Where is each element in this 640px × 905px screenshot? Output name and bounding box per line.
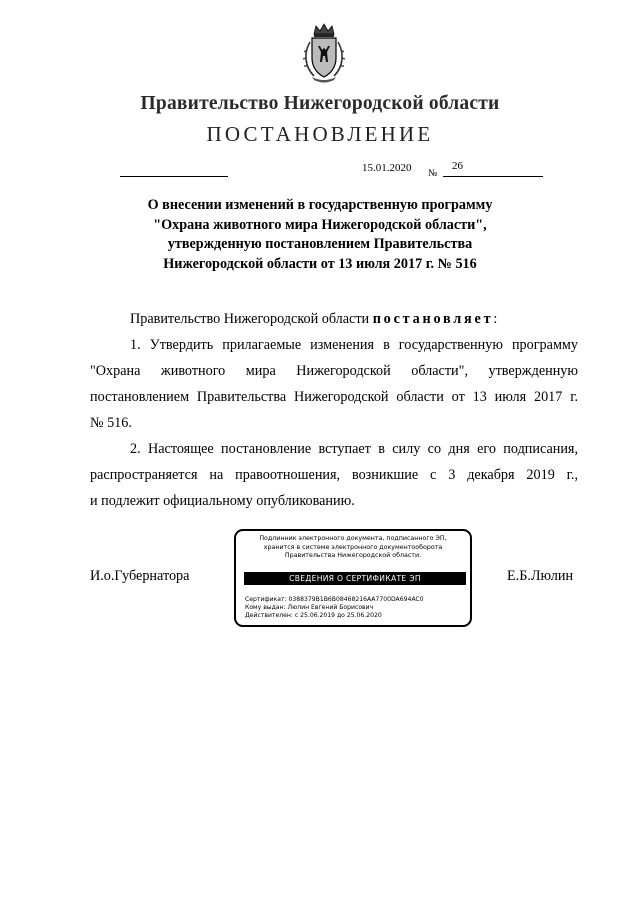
subject-line: утвержденную постановлением Правительства xyxy=(167,236,473,252)
coat-of-arms-icon xyxy=(300,22,348,84)
paragraph-line: и подлежит официальному опубликованию. xyxy=(90,493,355,509)
paragraph-2 xyxy=(90,436,578,514)
number-sign: № xyxy=(428,168,438,179)
paragraph-line: "Охрана животного мира Нижегородской области", утвержденную xyxy=(90,363,578,379)
subject-line: О внесении изменений в государственную программу xyxy=(147,197,493,213)
certificate-info-bar: СВЕДЕНИЯ О СЕРТИФИКАТЕ ЭП xyxy=(244,572,466,585)
certificate-details xyxy=(245,596,424,621)
date-underline xyxy=(120,176,228,177)
document-date: 15.01.2020 xyxy=(362,162,412,174)
preamble-verb: постановляет xyxy=(372,311,494,327)
document-body xyxy=(90,306,578,514)
stamp-header-line: Подлинник электронного документа, подписанного ЭП, xyxy=(259,535,447,542)
paragraph-line: 1. Утвердить прилагаемые изменения в государственную программу xyxy=(130,337,578,353)
paragraph-line: распространяется на правоотношения, возникшие с 3 декабря 2019 г., xyxy=(90,467,578,483)
preamble xyxy=(90,306,578,332)
stamp-header-line: Правительства Нижегородской области. xyxy=(284,552,422,559)
subject-line: "Охрана животного мира Нижегородской области", xyxy=(153,216,487,233)
paragraph-line: 2. Настоящее постановление вступает в силу со дня его подписания, xyxy=(130,441,578,457)
preamble-colon: : xyxy=(493,311,498,327)
preamble-text: Правительство Нижегородской области xyxy=(130,311,370,327)
number-underline xyxy=(443,176,543,177)
document-type: ПОСТАНОВЛЕНИЕ xyxy=(206,122,434,146)
paragraph-line: № 516. xyxy=(90,415,132,431)
certificate-validity: Действителен: с 25.06.2019 до 25.06.2020 xyxy=(245,612,382,620)
document-number: 26 xyxy=(452,160,463,172)
certificate-serial: Сертификат: 0388379B1B6B08468216AA7700DA694AC0 xyxy=(245,596,424,603)
electronic-signature-stamp xyxy=(234,529,472,627)
stamp-header-line: хранится в системе электронного документооборота xyxy=(263,543,443,551)
certificate-owner: Кому выдан: Люлин Евгений Борисович xyxy=(245,604,374,612)
paragraph-line: постановлением Правительства Нижегородской области от 13 июля 2017 г. xyxy=(90,389,578,405)
paragraph-1 xyxy=(90,332,578,436)
signer-name: Е.Б.Люлин xyxy=(507,568,574,584)
signer-position: И.о.Губернатора xyxy=(90,568,190,584)
stamp-header xyxy=(236,535,470,561)
document-subject xyxy=(100,196,540,274)
government-title: Правительство Нижегородской области xyxy=(140,93,500,114)
subject-line: Нижегородской области от 13 июля 2017 г. № 516 xyxy=(163,255,477,272)
